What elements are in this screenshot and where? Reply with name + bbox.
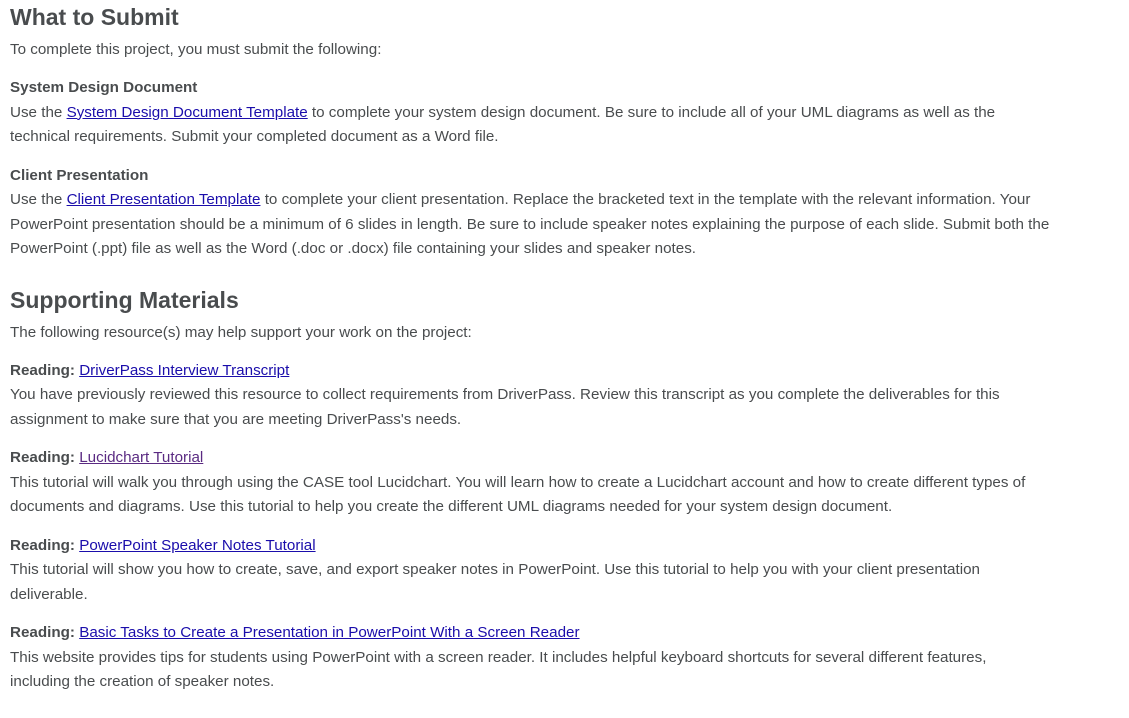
client-presentation-heading: Client Presentation: [10, 166, 149, 184]
resource-title: [10, 446, 1050, 471]
resource-item: [10, 359, 1050, 433]
screen-reader-tasks-link[interactable]: Basic Tasks to Create a Presentation in PowerPoint With a Screen Reader: [79, 624, 580, 641]
resource-description: You have previously reviewed this resource to collect requirements from DriverPass. Review this transcript as you complete the deliverables for this assignment to make sure that you are meeting DriverPass's needs.: [10, 386, 1000, 428]
resource-label: Reading:: [10, 361, 80, 379]
resource-label: Reading:: [10, 536, 80, 554]
speaker-notes-tutorial-link[interactable]: PowerPoint Speaker Notes Tutorial: [79, 536, 316, 554]
resource-label: Reading:: [10, 624, 80, 641]
resource-label: Reading:: [10, 449, 80, 466]
resource-item: [10, 446, 1050, 520]
resource-item: [10, 534, 1050, 608]
client-presentation-template-link[interactable]: Client Presentation Template: [66, 191, 261, 208]
resource-description: This website provides tips for students using PowerPoint with a screen reader. It includes helpful keyboard shortcuts for several different features, including the creation of speaker notes.: [10, 648, 987, 690]
resource-title: [10, 359, 1050, 384]
resource-item: [10, 621, 1050, 695]
resource-description: This tutorial will walk you through using the CASE tool Lucidchart. You will learn how to create a Lucidchart account and how to create different types of documents and diagrams. Use this tutorial to help you create the different UML diagrams needed for your system design document.: [10, 473, 1026, 515]
system-design-heading: System Design Document: [10, 79, 198, 96]
resource-description: This tutorial will show you how to create, save, and export speaker notes in PowerPoint. Use this tutorial to help you with your client presentation deliverable.: [10, 561, 980, 603]
client-presentation-section: [10, 164, 1050, 262]
driverpass-transcript-link[interactable]: DriverPass Interview Transcript: [79, 361, 290, 379]
system-design-section: [10, 76, 1050, 150]
what-to-submit-heading: What to Submit: [10, 4, 179, 30]
system-design-text: Use the System Design Document Template to complete your system design document. Be sure to include all of your UML diagrams as well as the technical requirements. Submit your completed document as a Word file.: [10, 103, 996, 145]
submit-intro: To complete this project, you must submit the following:: [10, 41, 382, 58]
resource-title: [10, 621, 1050, 646]
lucidchart-tutorial-link[interactable]: Lucidchart Tutorial: [79, 449, 204, 466]
client-presentation-text: Use the Client Presentation Template to complete your client presentation. Replace the bracketed text in the template with the relevant information. Your PowerPoint presentation should be a minimum of 6 slides in length. Be sure to include speaker notes explaining the purpose of each slide. Submit both the PowerPoint (.ppt) file as well as the Word (.doc or .docx) file containing your slides and speaker notes.: [10, 191, 1050, 257]
supporting-materials-heading: Supporting Materials: [10, 286, 239, 313]
system-design-template-link[interactable]: System Design Document Template: [66, 103, 308, 121]
supporting-intro: The following resource(s) may help support your work on the project:: [10, 323, 472, 341]
resource-title: [10, 534, 1050, 559]
